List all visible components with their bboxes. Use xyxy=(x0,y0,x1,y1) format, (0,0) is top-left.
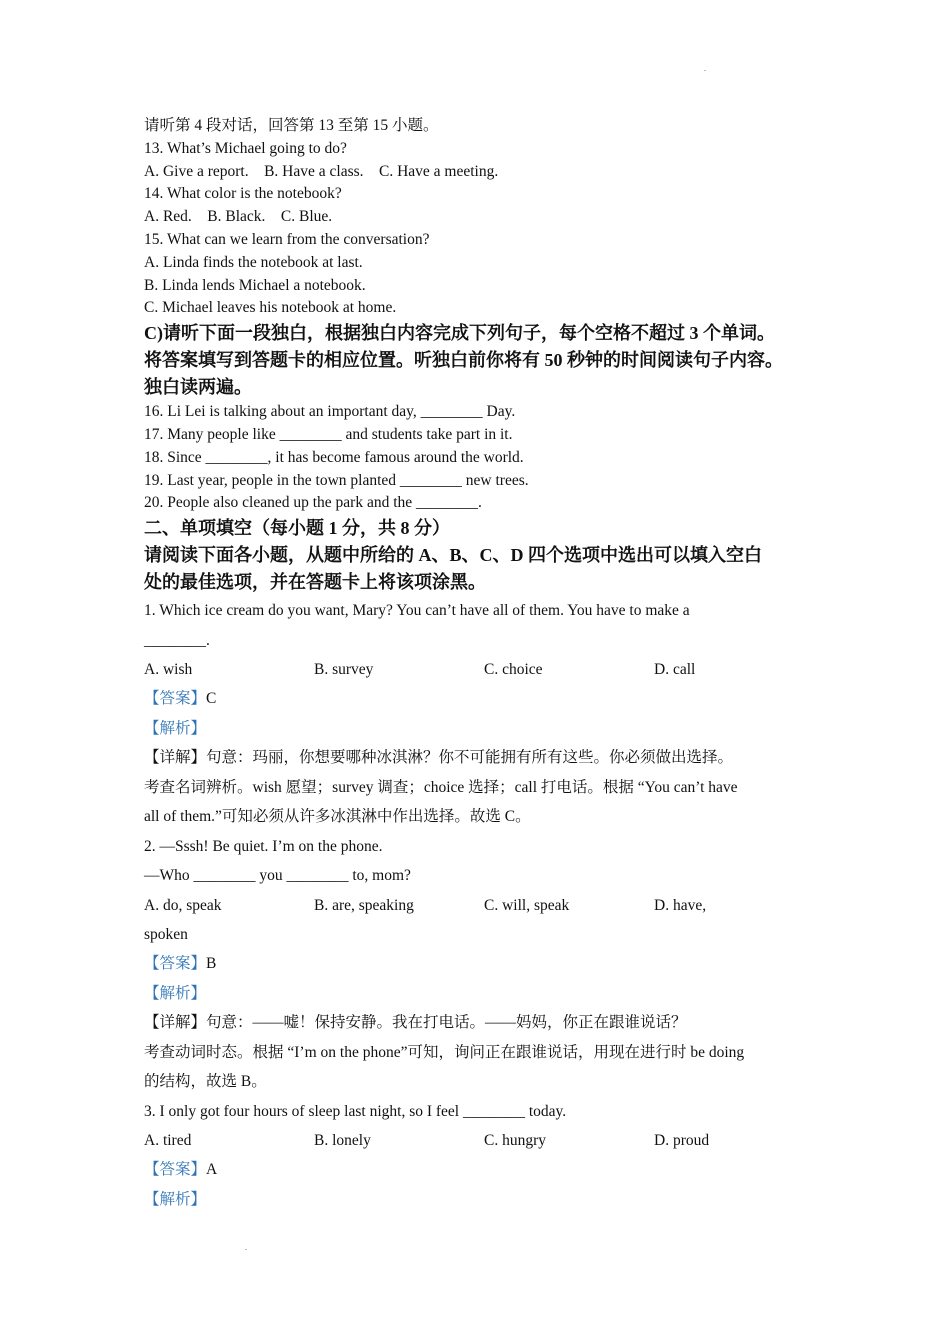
detail-label: 【详解】 xyxy=(144,749,207,767)
q1-answer xyxy=(144,684,824,714)
q3-answer xyxy=(144,1155,824,1185)
q2-option-d: D. have, xyxy=(654,896,707,914)
q2-explanation: 的结构，故选 B。 xyxy=(144,1073,267,1091)
q1-option-d: D. call xyxy=(654,661,696,679)
q2-option-b: B. are, speaking xyxy=(314,896,414,914)
answer-label: 【答案】 xyxy=(144,690,207,708)
page-content xyxy=(144,115,824,1214)
section-2-instructions: 处的最佳选项，并在答题卡上将该项涂黑。 xyxy=(144,572,486,593)
scan-speck xyxy=(245,1249,247,1250)
scan-speck xyxy=(704,70,706,71)
q3-option-c: C. hungry xyxy=(484,1132,546,1150)
q3-stem: 3. I only got four hours of sleep last night, so I feel ________ today. xyxy=(144,1102,567,1120)
analysis-label: 【解析】 xyxy=(144,719,207,737)
q1-option-c: C. choice xyxy=(484,661,543,679)
q1-option-a: A. wish xyxy=(144,661,193,679)
q2-answer xyxy=(144,949,824,979)
part-c-instructions: 独白读两遍。 xyxy=(144,377,252,398)
part-c-instructions: C)请听下面一段独白，根据独白内容完成下列句子，每个空格不超过 3 个单词。 xyxy=(144,323,775,344)
q1-detail xyxy=(144,743,824,773)
q1-explanation: 考查名词辨析。wish 愿望；survey 调查；choice 选择；call 打电话。根据 “You can’t have xyxy=(144,778,738,796)
q1-answer-value: C xyxy=(206,690,217,708)
question-15-option-a: A. Linda finds the notebook at last. xyxy=(144,253,363,271)
q2-stem: 2. —Sssh! Be quiet. I’m on the phone. xyxy=(144,837,383,855)
question-14-options: A. Red. B. Black. C. Blue. xyxy=(144,208,333,226)
q2-answer-value: B xyxy=(206,955,217,973)
q1-options xyxy=(144,655,824,684)
section-intro: 请听第 4 段对话，回答第 13 至第 15 小题。 xyxy=(144,117,439,134)
q1-detail-text: 句意：玛丽，你想要哪种冰淇淋？你不可能拥有所有这些。你必须做出选择。 xyxy=(206,749,734,767)
q1-explanation: all of them.”可知必须从许多冰淇淋中作出选择。故选 C。 xyxy=(144,808,531,826)
question-15: 15. What can we learn from the conversation? xyxy=(144,230,430,248)
q2-option-c: C. will, speak xyxy=(484,896,570,914)
analysis-label: 【解析】 xyxy=(144,1190,207,1208)
q2-explanation: 考查动词时态。根据 “I’m on the phone”可知，询问正在跟谁说话，用现在进行时 be doing xyxy=(144,1043,745,1061)
question-17: 17. Many people like ________ and students take part in it. xyxy=(144,425,513,443)
question-15-option-c: C. Michael leaves his notebook at home. xyxy=(144,299,397,317)
question-20: 20. People also cleaned up the park and the ________. xyxy=(144,494,482,512)
q2-detail xyxy=(144,1008,824,1038)
question-13: 13. What’s Michael going to do? xyxy=(144,139,347,157)
question-16: 16. Li Lei is talking about an important day, ________ Day. xyxy=(144,403,516,421)
answer-label: 【答案】 xyxy=(144,1161,207,1179)
q3-option-b: B. lonely xyxy=(314,1132,371,1150)
detail-label: 【详解】 xyxy=(144,1014,207,1032)
section-2-heading: 二、单项填空（每小题 1 分，共 8 分） xyxy=(144,518,450,539)
q3-analysis xyxy=(144,1185,824,1215)
q1-option-b: B. survey xyxy=(314,661,374,679)
q2-analysis xyxy=(144,979,824,1009)
q2-option-a: A. do, speak xyxy=(144,896,222,914)
q1-analysis xyxy=(144,714,824,744)
question-14: 14. What color is the notebook? xyxy=(144,185,342,203)
q2-stem-dialogue: —Who ________ you ________ to, mom? xyxy=(144,867,411,885)
q3-options xyxy=(144,1126,824,1155)
q1-stem-blank: ________. xyxy=(144,631,210,649)
part-c-instructions: 将答案填写到答题卡的相应位置。听独白前你将有 50 秒钟的时间阅读句子内容。 xyxy=(144,350,783,371)
q3-option-d: D. proud xyxy=(654,1132,710,1150)
section-2-instructions: 请阅读下面各小题，从题中所给的 A、B、C、D 四个选项中选出可以填入空白 xyxy=(144,545,762,566)
q3-option-a: A. tired xyxy=(144,1132,192,1150)
question-19: 19. Last year, people in the town planted ________ new trees. xyxy=(144,471,529,489)
question-18: 18. Since ________, it has become famous around the world. xyxy=(144,448,524,466)
q1-stem: 1. Which ice cream do you want, Mary? You can’t have all of them. You have to make a xyxy=(144,602,690,620)
answer-label: 【答案】 xyxy=(144,955,207,973)
q2-option-d-wrap: spoken xyxy=(144,925,188,943)
q2-options xyxy=(144,891,824,920)
q3-answer-value: A xyxy=(206,1161,218,1179)
analysis-label: 【解析】 xyxy=(144,984,207,1002)
question-15-option-b: B. Linda lends Michael a notebook. xyxy=(144,276,366,294)
question-13-options: A. Give a report. B. Have a class. C. Have a meeting. xyxy=(144,162,499,180)
q2-detail-text: 句意：——嘘！保持安静。我在打电话。——妈妈，你正在跟谁说话？ xyxy=(206,1014,687,1032)
